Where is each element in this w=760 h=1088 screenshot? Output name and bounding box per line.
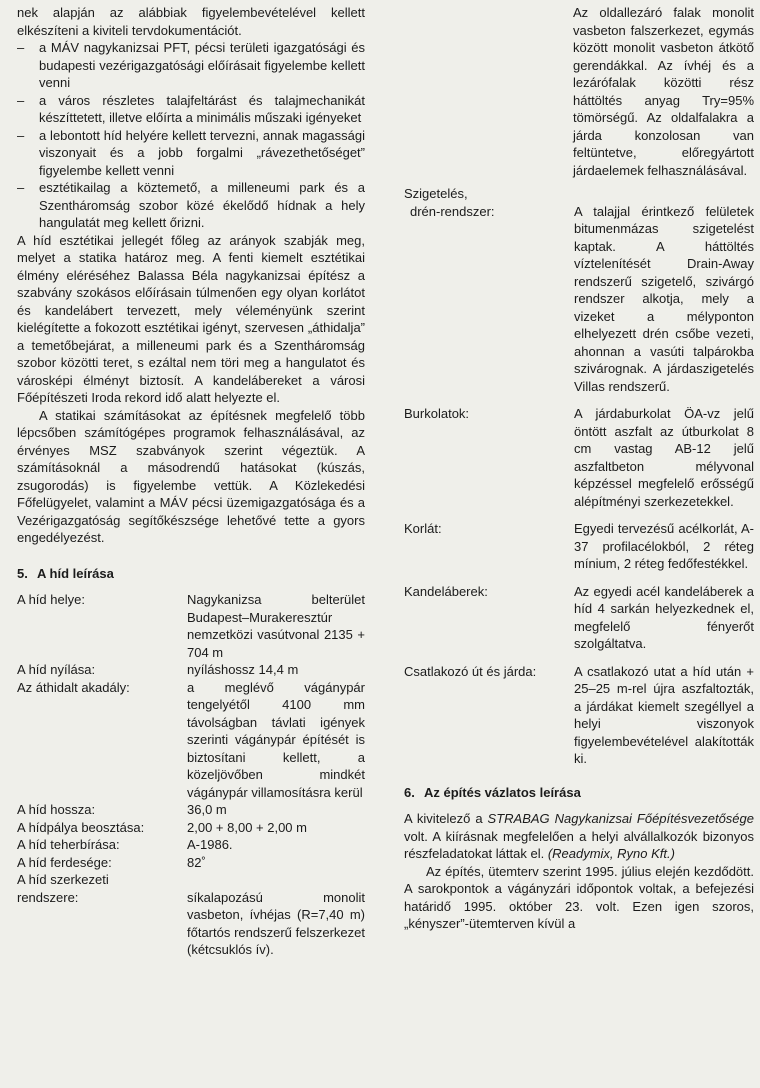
table-row (404, 395, 754, 510)
spec-key: A híd nyílása: (17, 662, 96, 677)
list-item: – esztétikailag a köztemető, a milleneumi park és a Szentháromság szobor közé ékelődő hídnak a hely hangulatát meg kellett őrizni. (17, 179, 365, 232)
spec-key: Az áthidalt akadály: (17, 679, 130, 695)
table-row (404, 573, 754, 653)
text-run: A kivitelező a (404, 811, 488, 826)
table-row (17, 591, 365, 661)
list-item: – a város részletes talajfeltárást és talajmechanikát készíttetett, illetve előírta a minimális műszaki igényeket (17, 92, 365, 127)
text-run: volt. A kiírásnak megfelelően a helyi alvállalkozók bizonyos részfeladatokat láttak el. (404, 828, 754, 861)
spec-value: 2,00 + 8,00 + 2,00 m (187, 819, 307, 835)
table-row (17, 854, 365, 872)
spec-value: a meglévő vágánypár tengelyétől 4100 mm távolságban távlati igények szerinti vágánypár építését is biztosítani kellett, a közeljövőben mindkét vágánypár villamosításra kerül (187, 679, 365, 800)
table-row (404, 653, 754, 768)
requirements-list (17, 39, 365, 232)
section-number: 6. (404, 784, 415, 800)
intro-text: nek alapján az alábbiak figyelembevételével kellett elkészíteni a kiviteli tervdokumentációt. (17, 5, 365, 38)
section-title: Az építés vázlatos leírása (424, 784, 581, 800)
right-column (404, 4, 754, 933)
section-title: A híd leírása (37, 565, 114, 581)
spec-value: Nagykanizsa belterület Budapest–Murakeresztúr nemzetközi vasútvonal 2135 + 704 m (187, 592, 365, 660)
spec-key: A híd teherbírása: (17, 837, 120, 852)
list-item: – a lebontott híd helyére kellett tervezni, annak magassági viszonyait és a jobb forgalmi „rávezethetőséget” figyelembe kellett venni (17, 127, 365, 180)
spec-key: A híd szerkezeti (17, 872, 109, 887)
subcontractors: (Readymix, Ryno Kft.) (547, 846, 675, 861)
section-5-heading (17, 565, 365, 583)
contractor-paragraph (404, 810, 754, 863)
list-item: – a MÁV nagykanizsai PFT, pécsi területi igazgatósági és budapesti vezérigazgatósági előírásait figyelembe kellett venni (17, 39, 365, 92)
schedule-paragraph: Az építés, ütemterv szerint 1995. július elején kezdődött. A sarokpontok a vágányzári időpontok voltak, a befejezési határidő 1995. október 23. volt. Ezen igen szoros, „kényszer”-ütemterven kívül a (404, 863, 754, 931)
table-row (17, 819, 365, 837)
table-row (17, 679, 365, 802)
spec-value: Az egyedi acél kandeláberek a híd 4 sarkán helyezkednek el, megfelelő fényerőt szolgáltatva. (574, 583, 754, 651)
aesthetics-paragraph: A híd esztétikai jellegét főleg az arányok szabják meg, melyet a statika határoz meg. A fenti kiemelt esztétikai élmény eléréséhez Balassa Béla nagykanizsai építész a szabvány szokásos előírásain túlmenően egy olyan korlátot és kandelábert tervezett, mely véleményünk szerint kielégítette a fokozott esztétikai igényt, szervesen „áthidalja” a temetőbejárat, a milleneumi park és a Szentháromság szobor közötti teret, s ezáltal nem töri meg a hangulatot és városképi élményt biztosít. A kandelábereket a városi Főépítészeti Iroda rekord idő alatt helyezte el. (17, 232, 365, 405)
table-row (404, 510, 754, 573)
spec-value: A talajjal érintkező felületek bitumenmázas szigetelést kaptak. A háttöltés víztelenítését Drain-Away rendszerű szigetelő, szivárgó rendszer alkotja, mely a vizeket a mélyponton elhelyezett drén csőbe vezeti, ahonnan a vasúti talpárokba szivárognak. A járdaszigetelés Villas rendszerű. (574, 203, 754, 394)
spec-value: A-1986. (187, 837, 233, 852)
table-row (17, 661, 365, 679)
statics-paragraph: A statikai számításokat az építésnek megfelelő több lépcsőben számítógépes programok felhasználásával, az érvényes MSZ szabványok szerint végeztük. A számításoknál a másodrendű hatásokat (kúszás, zsugorodás) is figyelembe vettük. A Közlekedési Főfelügyelet, valamint a MÁV pécsi üzemigazgatósága és a Vezérigazgatóság segítőkészsége lehetővé tette a gyors engedélyezést. (17, 407, 365, 545)
table-row (17, 889, 365, 959)
table-row (404, 185, 754, 395)
spec-key: A híd hossza: (17, 802, 96, 817)
spec-value: 82˚ (187, 854, 206, 870)
spec-key-cont: drén-rendszer: (410, 203, 495, 219)
spec-value: nyíláshossz 14,4 m (187, 662, 299, 677)
table-row (17, 801, 365, 819)
spec-key: Kandeláberek: (404, 583, 488, 599)
contractor-name: STRABAG Nagykanizsai Főépítésvezetősége (487, 811, 754, 826)
table-row (17, 871, 365, 889)
spec-key: Korlát: (404, 521, 442, 536)
spec-value: A járdaburkolat ÖA-vz jelű öntött aszfalt az útburkolat 8 cm vastag AB-12 jelű aszfaltbeton mélyvonal képzéssel megfelelő erősségű alépítményi szerkezetekkel. (574, 406, 754, 509)
spec-key: Szigetelés, (404, 186, 468, 201)
spec-key: A hídpálya beosztása: (17, 819, 145, 835)
side-walls-paragraph: Az oldallezáró falak monolit vasbeton falszerkezet, egymás között monolit vasbeton átkötő gerendákkal. Az ívhéj és a lezárófalak közötti rész háttöltés anyag Try=95% tömörségű. Az oldalfalakra a járda konzolosan van feltüntetve, előregyártott járdaelemek felhasználásával. (573, 5, 754, 178)
bridge-spec-table (17, 591, 365, 959)
spec-value: Egyedi tervezésű acélkorlát, A-37 profilacélokból, 2 réteg mínium, 2 réteg fedőfestékkel. (574, 521, 754, 571)
spec-key: rendszere: (17, 889, 79, 905)
spec-value: A csatlakozó utat a híd után + 25–25 m-rel újra aszfaltozták, a járdákat kiemelt szegéllyel a helyi viszonyok figyelembevételével alakították ki. (574, 663, 754, 766)
spec-key: A híd helye: (17, 592, 85, 607)
section-number: 5. (17, 565, 28, 581)
spec-value: síkalapozású monolit vasbeton, ívhéjas (R=7,40 m) főtartós rendszerű felszerkezet (kétcsuklós ív). (187, 889, 365, 957)
spec-key: Burkolatok: (404, 406, 470, 421)
spec-value: 36,0 m (187, 802, 227, 817)
section-6-heading (404, 784, 754, 802)
spec-key: Csatlakozó út és járda: (404, 663, 537, 679)
left-column (17, 4, 365, 959)
materials-spec-table (404, 185, 754, 768)
table-row (17, 836, 365, 854)
spec-key: A híd ferdesége: (17, 854, 112, 870)
